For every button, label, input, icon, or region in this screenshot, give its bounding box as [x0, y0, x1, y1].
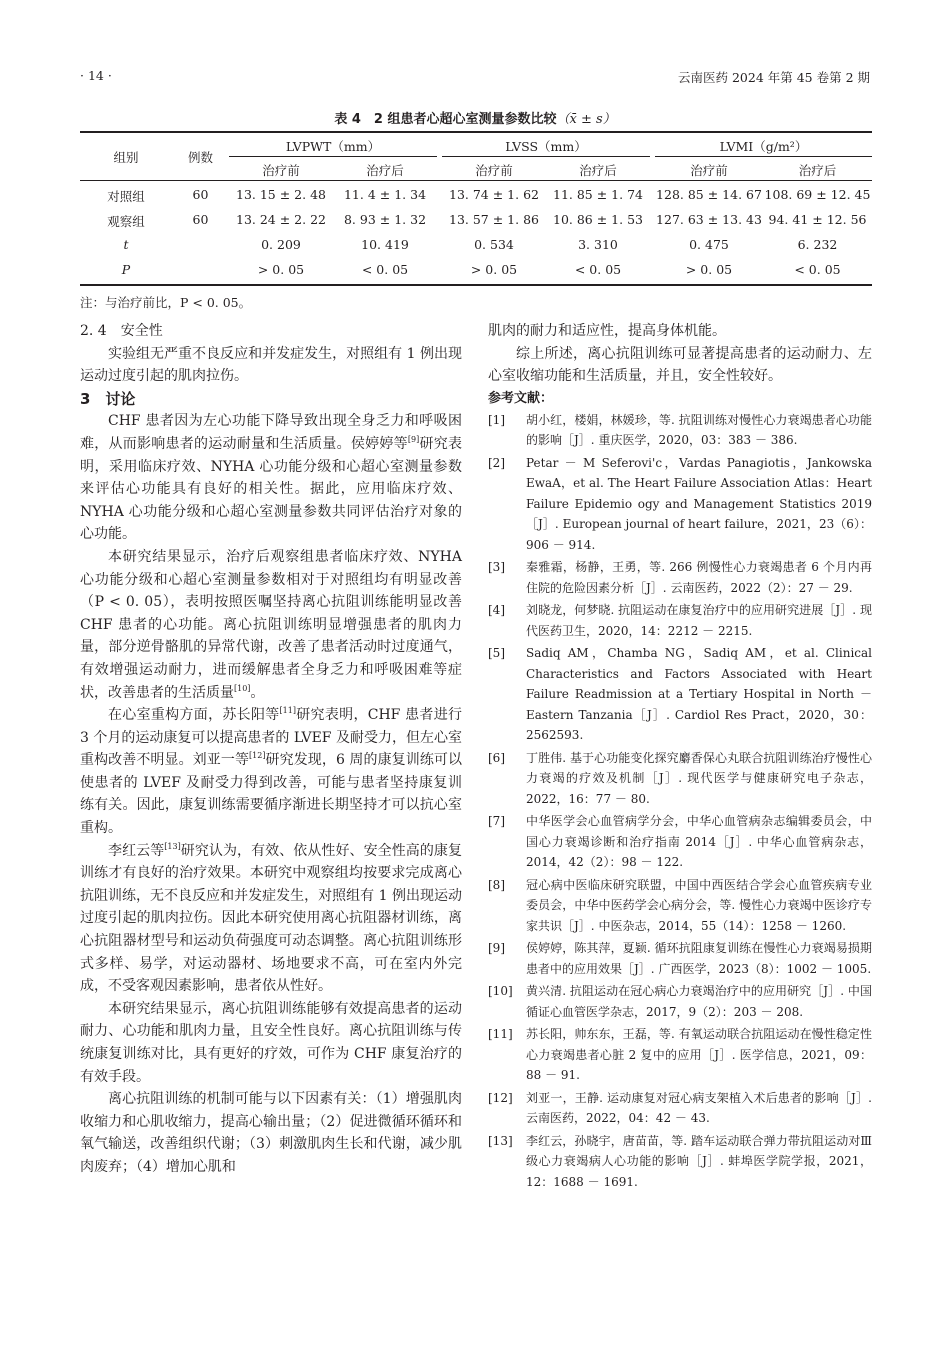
reference-list — [488, 410, 872, 1193]
reference-text: 冠心病中医临床研究联盟，中国中西医结合学会心血管疾病专业委员会，中华中医药学会心病分会，等. 慢性心力衰竭中医诊疗专家共识［J］. 中医杂志，2014，55（14）：1258 － 1260. — [526, 877, 872, 933]
table-cell: > 0. 05 — [470, 262, 518, 277]
reference-item — [488, 410, 872, 451]
journal-header: 云南医药 2024 年第 45 卷第 2 期 — [677, 70, 870, 85]
table-note: 注：与治疗前比，P < 0. 05。 — [80, 295, 252, 310]
reference-item — [488, 981, 872, 1022]
section-heading-3: 3 讨论 — [80, 389, 136, 408]
table-cell: 128. 85 ± 14. 67 — [656, 187, 762, 202]
table-cell: 60 — [192, 212, 209, 227]
reference-number: [11] — [488, 1027, 513, 1042]
section-heading-2-4: 2. 4 安全性 — [80, 323, 163, 339]
paragraph-discussion-4 — [80, 840, 462, 998]
reference-item — [488, 600, 872, 641]
citation: [10] — [234, 683, 251, 693]
citation: [13] — [164, 841, 181, 851]
table-head-lvmi: LVMI（g/m²） — [719, 139, 808, 154]
table-caption — [0, 108, 950, 127]
table-top-rule — [80, 131, 872, 133]
paragraph-discussion-6: 离心抗阻训练的机制可能与以下因素有关：（1）增强肌肉收缩力和心肌收缩力，提高心输出量；（2）促进微循环循环和氧气输送，改善组织代谢；（3）刺激肌肉生长和代谢，减少肌肉废弃；（4）增加心肌和 — [80, 1091, 462, 1175]
table-subhead: 治疗前 — [475, 163, 513, 178]
table-header-rule — [80, 180, 872, 181]
text-run: 在心室重构方面，苏长阳等 — [108, 707, 280, 724]
reference-text: 李红云，孙晓宇，唐苗苗，等. 踏车运动联合弹力带抗阻运动对Ⅲ级心力衰竭病人心功能的影响［J］. 蚌埠医学院学报，2021，12：1688 － 1691. — [526, 1133, 872, 1189]
table-cell: < 0. 05 — [794, 262, 841, 277]
table-cell: 11. 85 ± 1. 74 — [553, 187, 643, 202]
reference-number: [8] — [488, 877, 505, 892]
citation: [11] — [279, 706, 296, 716]
table-cell: 8. 93 ± 1. 32 — [343, 212, 427, 227]
reference-item — [488, 875, 872, 937]
paragraph-continued: 肌肉的耐力和适应性，提高身体机能。 — [488, 323, 726, 339]
reference-item — [488, 557, 872, 598]
table-cell: 10. 86 ± 1. 53 — [553, 212, 643, 227]
reference-item — [488, 748, 872, 810]
reference-number: [10] — [488, 984, 513, 999]
reference-item — [488, 1088, 872, 1129]
reference-item — [488, 1131, 872, 1193]
paragraph-discussion-2 — [80, 546, 462, 704]
reference-text: 刘亚一，王静. 运动康复对冠心病支架植入术后患者的影响［J］. 云南医药，2022，04：42 － 43. — [526, 1090, 872, 1126]
table-cell: 94. 41 ± 12. 56 — [768, 212, 867, 227]
table-row-label: 对照组 — [107, 189, 145, 204]
table-row-label: 观察组 — [107, 214, 145, 229]
table-cell: 0. 534 — [474, 237, 514, 252]
reference-item — [488, 938, 872, 979]
reference-number: [12] — [488, 1090, 513, 1105]
table-row-label: P — [121, 262, 131, 277]
citation: [12] — [249, 751, 266, 761]
reference-text: 刘晓龙，何梦晓. 抗阻运动在康复治疗中的应用研究进展［J］. 现代医药卫生，2020，14：2212 － 2215. — [526, 603, 872, 638]
text-run: 研究发现，6 周的康复训练可以使患者的 LVEF 及耐受力得到改善，可能与患者坚持康复训练有关。因此，康复训练需要循序渐进长期坚持才可以抗心室重构。 — [80, 752, 463, 837]
reference-text: 黄兴清. 抗阻运动在冠心病心力衰竭治疗中的应用研究［J］. 中国循证心血管医学杂志，2017，9（2）：203 － 208. — [526, 984, 872, 1019]
table-cell: 10. 419 — [361, 237, 409, 252]
table-cell: 3. 310 — [578, 237, 618, 252]
table-cell: 13. 57 ± 1. 86 — [449, 212, 539, 227]
table-cell: 108. 69 ± 12. 45 — [764, 187, 871, 202]
reference-number: [6] — [488, 750, 505, 765]
table-cell: 13. 74 ± 1. 62 — [449, 187, 539, 202]
table-cell: 0. 475 — [689, 237, 729, 252]
table-cell: 13. 15 ± 2. 48 — [236, 187, 326, 202]
table-cell: 127. 63 ± 13. 43 — [656, 212, 762, 227]
table-subhead: 治疗前 — [690, 163, 728, 178]
reference-text: 侯婷婷，陈其萍，夏颖. 循环抗阻康复训练在慢性心力衰竭易损期患者中的应用效果［J］. 广西医学，2023（8）：1002 － 1005. — [526, 941, 872, 976]
table-head-lvss: LVSS（mm） — [505, 139, 587, 154]
table-head-n: 例数 — [187, 150, 213, 165]
table-cell: 60 — [192, 187, 209, 202]
table-group-rule — [655, 156, 872, 157]
text-run: 李红云等 — [108, 842, 165, 859]
paragraph-safety: 实验组无严重不良反应和并发症发生，对照组有 1 例出现运动过度引起的肌肉拉伤。 — [80, 345, 462, 385]
paragraph-discussion-1 — [80, 410, 462, 546]
table-cell: 0. 209 — [261, 237, 301, 252]
reference-number: [1] — [488, 412, 505, 427]
table-row-label: t — [123, 237, 129, 252]
table-cell: < 0. 05 — [361, 262, 409, 277]
left-column — [80, 320, 462, 1179]
paragraph-discussion-5: 本研究结果显示，离心抗阻训练能够有效提高患者的运动耐力、心功能和肌肉力量，且安全性良好。离心抗阻训练与传统康复训练对比，具有更好的疗效，可作为 CHF 康复治疗的有效手段。 — [80, 1000, 462, 1085]
table-group-rule — [229, 156, 437, 157]
reference-text: 中华医学会心血管病学分会，中华心血管病杂志编辑委员会，中国心力衰竭诊断和治疗指南 2014［J］. 中华心血管病杂志，2014，42（2）：98 － 122. — [526, 814, 872, 870]
table-subhead: 治疗后 — [798, 163, 837, 178]
table-head-group: 组别 — [113, 150, 139, 165]
reference-text: Sadiq AM，Chamba NG，Sadiq AM，et al. Clinical Characteristics and Factors Associated with Heart Failure Readmission at a Tertiary Hospital in North － Eastern Tanzania［J］. Cardiol Res Pract，2020，30：2562593. — [526, 646, 872, 743]
text-run: 研究认为，有效、依从性好、安全性高的康复训练才有良好的治疗效果。本研究中观察组均按要求完成离心抗阻训练，无不良反应和并发症发生，对照组有 1 例出现运动过度引起的肌肉拉伤。因此本研究使用离心抗阻器材训练，离心抗阻器材型号和运动负荷强度可动态调整。离心抗阻训练形式多样、易学，对运动器材、场地要求不高，可在室内外完成，不受客观因素影响，患者依从性好。 — [80, 842, 463, 995]
reference-number: [9] — [488, 941, 505, 956]
reference-item — [488, 453, 872, 556]
table-cell: > 0. 05 — [685, 262, 733, 277]
references-heading: 参考文献： — [488, 390, 554, 406]
table-subhead: 治疗前 — [262, 163, 300, 178]
reference-number: [4] — [488, 603, 505, 618]
table-group-rule — [442, 156, 650, 157]
reference-text: 苏长阳，帅东东，王磊，等. 有氧运动联合抗阻运动在慢性稳定性心力衰竭患者心脏 2 复中的应用［J］. 医学信息，2021，09：88 － 91. — [526, 1027, 872, 1083]
table-head-lvpwt: LVPWT（mm） — [285, 139, 381, 154]
table-cell: > 0. 05 — [257, 262, 305, 277]
table-cell: 13. 24 ± 2. 22 — [236, 212, 326, 227]
text-run: CHF 患者因为左心功能下降导致出现全身乏力和呼吸困难，从而影响患者的运动耐量和生活质量。侯婷婷等 — [80, 413, 462, 452]
reference-number: [13] — [488, 1133, 513, 1148]
table-caption-stat: （x̄ ± s） — [556, 112, 616, 127]
table-cell: < 0. 05 — [574, 262, 622, 277]
paragraph-discussion-3 — [80, 704, 462, 840]
reference-text: 胡小红，楼娟，林媛珍，等. 抗阻训练对慢性心力衰竭患者心功能的影响［J］. 重庆医学，2020，03：383 － 386. — [526, 412, 872, 448]
table-bottom-rule — [80, 284, 872, 286]
paragraph-summary: 综上所述，离心抗阻训练可显著提高患者的运动耐力、左心室收缩功能和生活质量，并且，安全性较好。 — [488, 345, 872, 385]
reference-text: 秦雅霜，杨静，王勇，等. 266 例慢性心力衰竭患者 6 个月内再住院的危险因素分析［J］. 云南医药，2022（2）：27 － 29. — [526, 560, 872, 595]
page-number: · 14 · — [80, 68, 112, 83]
reference-number: [5] — [488, 646, 505, 661]
table-cell: 6. 232 — [797, 237, 838, 252]
reference-text: Petar － M Seferovi'c，Vardas Panagiotis，Jankowska EwaA，et al. The Heart Failure Association Atlas：Heart Failure Epidemio ogy and Management Statistics 2019［J］. European journal of heart failure，2021，23（6）：906 － 914. — [526, 455, 872, 552]
reference-item — [488, 1024, 872, 1086]
text-run: 研究表明，采用临床疗效、NYHA 心功能分级和心超心室测量参数来评估心功能具有良好的相关性。据此，应用临床疗效、NYHA 心功能分级和心超心室测量参数共同评估治疗对象的心功能。 — [80, 435, 463, 543]
table-subhead: 治疗后 — [579, 163, 617, 178]
reference-number: [7] — [488, 814, 505, 829]
reference-item — [488, 811, 872, 873]
reference-number: [3] — [488, 560, 505, 575]
text-run: 。 — [250, 684, 265, 701]
reference-text: 丁胜伟. 基于心功能变化探究麝香保心丸联合抗阻训练治疗慢性心力衰竭的疗效及机制［J］. 现代医学与健康研究电子杂志，2022，16：77 － 80. — [526, 750, 872, 806]
table-cell: 11. 4 ± 1. 34 — [343, 187, 427, 202]
text-run: 研究表明，CHF 患者进行 3 个月的运动康复可以提高患者的 LVEF 及耐受力，但左心室重构改善不明显。刘亚一等 — [80, 707, 463, 769]
table-subhead: 治疗后 — [366, 163, 404, 178]
text-run: 本研究结果显示，治疗后观察组患者临床疗效、NYHA 心功能分级和心超心室测量参数相对于对照组均有明显改善（P < 0. 05），表明按照医嘱坚持离心抗阻训练能明显改善 CHF 患者的心功能。离心抗阻训练明显增强患者的肌肉力量，部分逆骨骼肌的异常代谢，改善了患者活动时过度通气，有效增强运动耐力，进而缓解患者全身乏力和呼吸困难等症状，改善患者的生活质量 — [80, 548, 462, 701]
citation: [9] — [407, 434, 420, 444]
reference-number: [2] — [488, 455, 505, 470]
reference-item — [488, 643, 872, 746]
table-caption-title: 表 4 2 组患者心超心室测量参数比较 — [334, 112, 557, 127]
right-column — [488, 320, 872, 1194]
